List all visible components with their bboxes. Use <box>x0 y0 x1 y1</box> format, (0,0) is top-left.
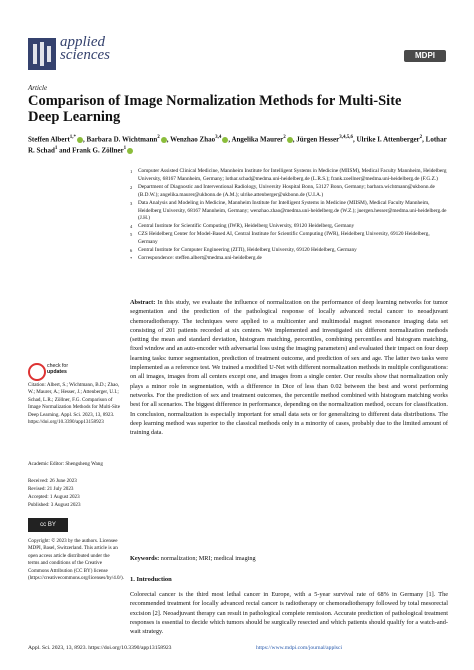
section-heading: 1. Introduction <box>130 576 172 583</box>
affiliation-item <box>130 255 450 263</box>
author-name: Barbara D. Wichtmann <box>86 135 158 144</box>
author-separator: , <box>228 135 232 144</box>
author-affiliation-sup: 1 <box>54 146 58 152</box>
affiliation-text: Data Analysis and Modeling in Medicine, Mannheim Institute for Intelligent Systems in Medicine (MIISM), Medical Faculty Mannheim, Heidelberg University, 68167 Mannheim, Germany; wenzhao.zhao@medma.uni-heidelberg.de (W.Z.); juergen.hesser@medma.uni-heidelberg.de (J.H.) <box>138 199 447 222</box>
affiliations-list <box>130 168 450 263</box>
affiliation-number: * <box>130 255 133 261</box>
academic-editor: Academic Editor: Shengsheng Wang <box>28 461 103 467</box>
author-separator: , <box>422 135 426 144</box>
abstract <box>130 298 448 437</box>
affiliation-item <box>130 168 450 184</box>
affiliation-text: CZS Heidelberg Center for Model-Based AI, Central Institute for Scientific Computing (IWR), Heidelberg University, 69120 Heidelberg, Germany <box>138 231 430 246</box>
journal-url-link[interactable]: https://www.mdpi.com/journal/applsci <box>256 645 343 651</box>
journal-name <box>60 36 110 62</box>
affiliation-item <box>130 231 450 247</box>
author-name: Wenzhao Zhao <box>170 135 216 144</box>
author-separator: , <box>166 135 171 144</box>
publication-dates <box>28 477 120 509</box>
author-name: Jürgen Hesser <box>296 135 340 144</box>
author-affiliation-sup: 3,4 <box>215 135 222 140</box>
intro-paragraph: Colorectal cancer is the third most lethal cancer in Europe, with a 5-year survival rate of 68% in Germany [1]. The recommended treatment for locally advanced rectal cancer is radiotherapy or chemoradiotherapy followed by total mesorectal excision [2]. Neoadjuvant therapy can result in pathological complete remission. Accurate prediction of pathological treatment responses is essential to decide which tumors should be surgically resected and which patients should qualify for a watch-and-wait strategy. <box>130 591 448 636</box>
keywords-label: Keywords: <box>130 555 160 562</box>
author-list <box>28 133 448 156</box>
abstract-text: In this study, we evaluate the influence of normalization on the performance of deep learning networks for tumor segmentation and the prediction of the pathological response of locally advanced rectal cancer to neoadjuvant chemoradiotherapy. The techniques were applied to a multicenter and multimodal magnet resonance imaging data set consisting of 201 patients recorded at six centers. We implemented and investigated six different normalization methods (setting the mean and standard deviation, histogram matching, percentiles, combining percentiles and histogram matching, fixed window and an auto-encoder with adversarial loss using the imaging parameters) and evaluated their impact on four deep learning tasks: tumor segmentation, prediction of treatment outcome, and prediction of sex and age. The latter two tasks were implemented as a reference test. We trained a modified U-Net with different normalization methods in multiple configurations: on all images, images from all centers except one, and images from a single center. Our results show that normalization only plays a minor role in segmentation, with a difference in Dice of less than 0.02 between the best and worst performing networks. For the prediction of sex and treatment outcomes, the percentile method combined with histogram matching works best for all scenarios. The biggest difference in performance, depending on the normalization method, occurs for classification. In conclusion, normalization is especially important for small data sets or for generalizing to different data distributions. The deep learning method was superior to the classical methods only in a minority of cases, probably due to the limited amount of training data. <box>130 299 449 437</box>
check-for-updates-button[interactable] <box>28 363 108 383</box>
affiliation-number: 2 <box>130 184 133 190</box>
author-separator: , <box>352 135 357 144</box>
author-affiliation-sup: 3,4,5,6 <box>339 135 353 140</box>
footer-citation: Appl. Sci. 2023, 13, 8923. https://doi.org/10.3390/app13158923 <box>28 645 172 651</box>
copyright-notice: Copyright: © 2023 by the authors. Licensee MDPI, Basel, Switzerland. This article is an open access article distributed under the terms and conditions of the Creative Commons Attribution (CC BY) license (https://creativecommons.org/licenses/by/4.0/). <box>28 538 124 582</box>
affiliation-text: Central Institute for Computer Engineering (ZITI), Heidelberg University, 69120 Heidelberg, Germany <box>138 247 357 254</box>
author-affiliation-sup: 2 <box>283 135 286 140</box>
journal-name-line1: applied <box>60 34 105 50</box>
keywords <box>130 555 448 562</box>
author-separator: , <box>292 135 297 144</box>
author-name: Angelika Maurer <box>231 135 284 144</box>
affiliation-number: 5 <box>130 232 133 238</box>
check-updates-line2: updates <box>47 369 67 375</box>
date-received: Received: 26 June 2023 <box>28 478 77 484</box>
author-name: Lothar R. Schad <box>28 135 447 155</box>
author-name: Frank G. Zöllner <box>72 146 124 155</box>
affiliation-number: 6 <box>130 248 133 254</box>
date-published: Published: 3 August 2023 <box>28 502 81 508</box>
check-updates-icon <box>28 363 46 381</box>
date-accepted: Accepted: 1 August 2023 <box>28 494 80 500</box>
author-affiliation-sup: 1 <box>123 146 127 152</box>
affiliation-text: Correspondence: steffen.albert@medma.uni-heidelberg.de <box>138 254 262 261</box>
abstract-label: Abstract: <box>130 299 156 306</box>
author-name: Steffen Albert <box>28 135 70 144</box>
cc-license-badge[interactable]: cc BY <box>28 518 68 532</box>
journal-logo-icon <box>28 38 56 70</box>
journal-name-line2: sciences <box>60 47 110 63</box>
author-separator: and <box>57 146 73 155</box>
affiliation-text: Computer Assisted Clinical Medicine, Mannheim Institute for Intelligent Systems in Medicine (MIISM), Medical Faculty Mannheim, Heidelberg University, 68167 Mannheim, Germany; lothar.schad@medma.uni-heidelberg.de (L.R.S.); frank.zoellner@medma.uni-heidelberg.de (F.G.Z.) <box>138 168 447 182</box>
author-affiliation-sup: 1,* <box>69 135 77 140</box>
author-affiliation-sup: 2 <box>157 135 160 140</box>
citation-block: Citation: Albert, S.; Wichtmann, B.D.; Zhao, W.; Maurer, A.; Hesser, J.; Attenberger, U.I.; Schad, L.R.; Zöllner, F.G. Comparison of Image Normalization Methods for Multi-Site Deep Learning. Appl. Sci. 2023, 13, 8923. https://doi.org/10.3390/app13158923 <box>28 382 120 426</box>
affiliation-text: Central Institute for Scientific Computing (IWR), Heidelberg University, 69120 Heidelberg, Germany <box>138 223 355 230</box>
author-affiliation-sup: 2 <box>419 135 423 140</box>
affiliation-item <box>130 200 450 224</box>
affiliation-item <box>130 184 450 200</box>
affiliation-item <box>130 247 450 255</box>
affiliation-text: Department of Diagnostic and Interventional Radiology, University Hospital Bonn, 53127 Bonn, Germany; barbara.wichtmann@ukbonn.de (B.D.W.); angelika.maurer@ukbonn.de (A.M.); ulrike.attenberger@ukbonn.de (U.I.A.) <box>138 183 435 198</box>
author-separator: , <box>83 135 87 144</box>
keywords-text: normalization; MRI; medical imaging <box>160 555 256 562</box>
orcid-icon[interactable] <box>127 148 133 154</box>
article-type-label: Article <box>28 84 48 92</box>
date-revised: Revised: 21 July 2023 <box>28 486 74 492</box>
affiliation-number: 4 <box>130 224 133 230</box>
publisher-logo: MDPI <box>404 50 446 62</box>
check-updates-line1: check for <box>47 363 69 369</box>
affiliation-number: 1 <box>130 169 133 174</box>
affiliation-number: 3 <box>130 200 133 206</box>
page-title: Comparison of Image Normalization Methods for Multi-Site Deep Learning <box>28 93 402 125</box>
author-name: Ulrike I. Attenberger <box>356 135 420 144</box>
